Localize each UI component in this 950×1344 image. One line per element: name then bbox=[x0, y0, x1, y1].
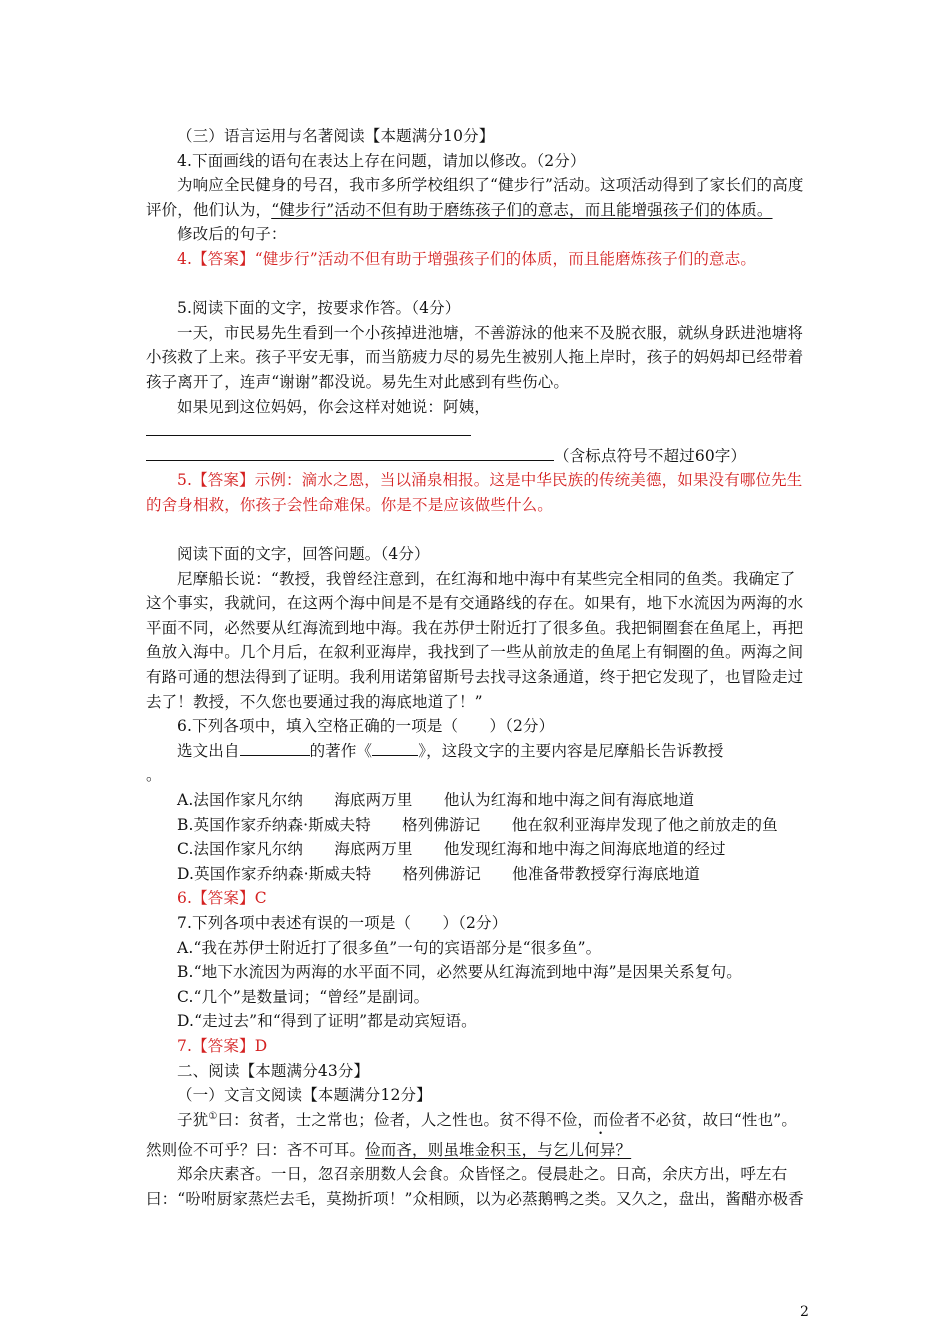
q6-option-d: D.英国作家乔纳森·斯威夫特 格列佛游记 他准备带教授穿行海底地道 bbox=[177, 864, 700, 883]
q4-stem: 4.下面画线的语句在表达上存在问题，请加以修改。（2分） bbox=[177, 151, 586, 170]
q6-fill-end: 。 bbox=[146, 766, 162, 785]
para1-underlined: 俭而吝，则虽堆金积玉，与乞儿何异？ bbox=[365, 1140, 632, 1159]
q5-note: （含标点符号不超过60字） bbox=[554, 446, 747, 465]
q4-prompt: 修改后的句子： bbox=[177, 225, 287, 244]
q6-option-c: C.法国作家凡尔纳 海底两万里 他发现红海和地中海之间海底地道的经过 bbox=[177, 840, 726, 859]
q4-text-plain: 为响应全民健身的号召，我市多所学校组织了“健步行”活动。这项活动得到了家长们的高度评价，他们认为， bbox=[146, 176, 804, 219]
part-2-sub-1-title: （一）文言文阅读【本题满分12分】 bbox=[177, 1086, 432, 1105]
q6-blank-author bbox=[240, 739, 310, 756]
footnote-mark: ① bbox=[208, 1110, 218, 1122]
q6-fill bbox=[146, 739, 808, 764]
q6-option-a: A.法国作家凡尔纳 海底两万里 他认为红海和地中海之间有海底地道 bbox=[177, 791, 695, 810]
q5-prompt: 如果见到这位妈妈，你会这样对她说：阿姨， bbox=[177, 397, 491, 416]
classical-para-2: 郑余庆素吝。一日，忽召亲朋数人会食。众皆怪之。侵晨赴之。日高，余庆方出，呼左右曰：“吩咐厨家蒸烂去毛，莫拗折项！”众相顾，以为必蒸鹅鸭之类。又久之，盘出，酱醋亦极香 bbox=[146, 1165, 804, 1208]
q5-note-line bbox=[146, 444, 808, 469]
q5-answer-label: 5.【答案】 bbox=[177, 471, 255, 490]
para1-c: 俭者不必贫，故曰“性也”。然则俭不可乎？曰：吝不可耳。 bbox=[146, 1110, 798, 1159]
q5-answer bbox=[146, 468, 808, 517]
reading-passage: 尼摩船长说：“教授，我曾经注意到，在红海和地中海中有某些完全相同的鱼类。我确定了这个事实，我就问，在这两个海中间是不是有交通路线的存在。如果有，地下水流因为两海的水平面不同，必然要从红海流到地中海。我在苏伊士附近打了很多鱼。我把铜圈套在鱼尾上，再把鱼放入海中。几个月后，在叙利亚海岸，我找到了一些从前放走的鱼尾上有铜圈的鱼。两海之间有路可通的想法得到了证明。我利用诺第留斯号去找寻这条通道，终于把它发现了，也冒险走过去了！教授，不久您也要通过我的海底地道了！” bbox=[146, 569, 804, 711]
page-number: 2 bbox=[800, 1304, 809, 1320]
q4-answer: 4.【答案】“健步行”活动不但有助于增强孩子们的体质，而且能磨炼孩子们的意志。 bbox=[177, 249, 756, 268]
para1-dotted-char: 而 bbox=[593, 1110, 609, 1129]
q7-option-c: C.“几个”是数量词；“曾经”是副词。 bbox=[177, 987, 430, 1006]
q5-answer-blank-1 bbox=[146, 419, 471, 436]
q5-stem: 5.阅读下面的文字，按要求作答。（4分） bbox=[177, 299, 461, 318]
q6-fill-a: 选文出自 bbox=[177, 741, 240, 760]
reading-intro: 阅读下面的文字，回答问题。（4分） bbox=[177, 545, 430, 564]
part-2-title: 二、阅读【本题满分43分】 bbox=[177, 1061, 370, 1080]
q5-text: 一天，市民易先生看到一个小孩掉进池塘，不善游泳的他来不及脱衣服，就纵身跃进池塘将小孩救了上来。孩子平安无事，而当筋疲力尽的易先生被别人拖上岸时，孩子的妈妈却已经带着孩子离开了，连声“谢谢”都没说。易先生对此感到有些伤心。 bbox=[146, 323, 804, 391]
q6-fill-c: 》，这段文字的主要内容是尼摩船长告诉教授 bbox=[418, 741, 724, 760]
classical-para-1 bbox=[146, 1108, 808, 1163]
q6-blank-title bbox=[372, 739, 418, 756]
para1-b: 曰：贫者，士之常也；俭者，人之性也。贫不得不俭， bbox=[217, 1110, 594, 1129]
q6-answer: 6.【答案】C bbox=[177, 889, 267, 908]
q7-option-a: A.“我在苏伊士附近打了很多鱼”一句的宾语部分是“很多鱼”。 bbox=[177, 938, 602, 957]
q5-answer-blank-2 bbox=[146, 444, 554, 461]
page-content bbox=[146, 124, 808, 1212]
q7-stem: 7.下列各项中表述有误的一项是（ ）（2分） bbox=[177, 914, 508, 932]
q7-answer: 7.【答案】D bbox=[177, 1036, 268, 1055]
para1-a: 子犹 bbox=[177, 1110, 209, 1129]
q6-option-b: B.英国作家乔纳森·斯威夫特 格列佛游记 他在叙利亚海岸发现了他之前放走的鱼 bbox=[177, 815, 778, 834]
q7-option-b: B.“地下水流因为两海的水平面不同，必然要从红海流到地中海”是因果关系复句。 bbox=[177, 963, 742, 982]
q6-stem: 6.下列各项中，填入空格正确的一项是（ ）（2分） bbox=[177, 717, 555, 736]
q5-prompt-line bbox=[146, 395, 808, 444]
section-3-title: （三）语言运用与名著阅读【本题满分10分】 bbox=[177, 127, 495, 145]
q6-fill-b: 的著作《 bbox=[309, 741, 373, 760]
q5-answer-text: 示例：滴水之恩，当以涌泉相报。这是中华民族的传统美德，如果没有哪位先生的舍身相救，你孩子会性命难保。你是不是应该做些什么。 bbox=[146, 471, 803, 514]
q4-text bbox=[146, 173, 808, 222]
q4-underlined-sentence: “健步行”活动不但有助于磨练孩子们的意志，而且能增强孩子们的体质。 bbox=[271, 200, 773, 219]
q7-option-d: D.“走过去”和“得到了证明”都是动宾短语。 bbox=[177, 1012, 477, 1031]
